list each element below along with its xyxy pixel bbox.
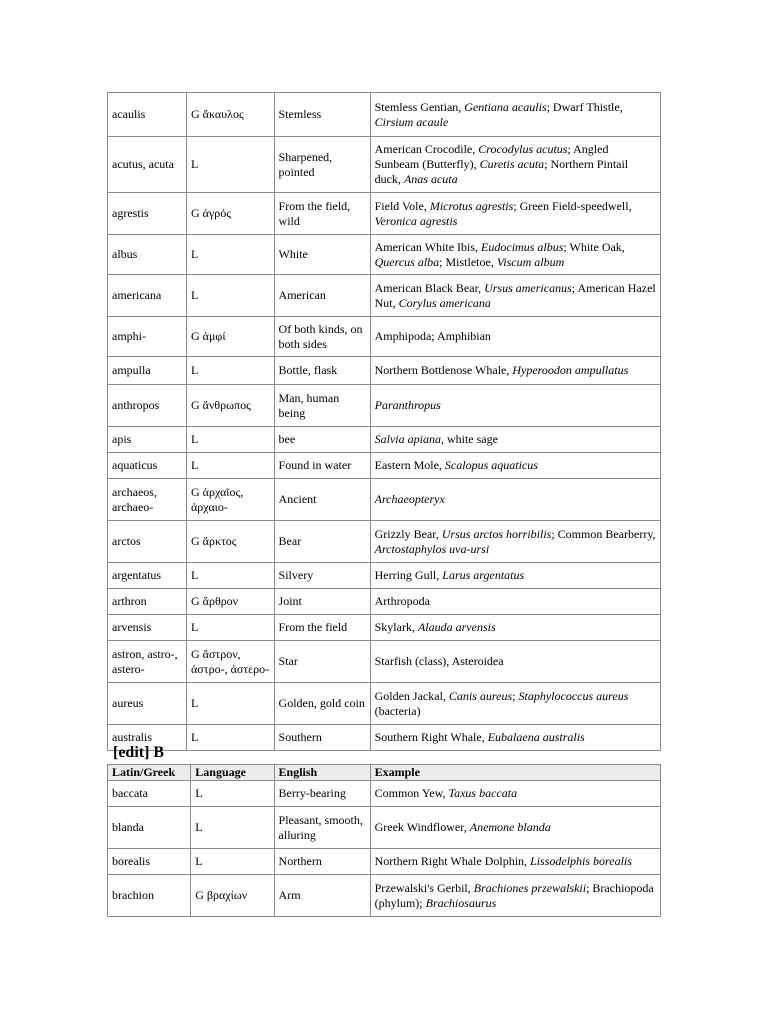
table-row bbox=[108, 453, 661, 479]
scientific-name: Salvia apiana bbox=[374, 432, 441, 446]
example-cell bbox=[370, 193, 660, 235]
english-cell: Ancient bbox=[274, 479, 370, 521]
example-text: Field Vole, bbox=[374, 198, 430, 213]
scientific-name: Archaeopteryx bbox=[374, 492, 445, 506]
example-cell bbox=[370, 93, 660, 137]
example-text: Amphipoda; Amphibian bbox=[374, 329, 491, 343]
table-row bbox=[108, 193, 661, 235]
term-cell: aquaticus bbox=[108, 453, 187, 479]
example-text: ; Common Bearberry, bbox=[551, 526, 656, 541]
example-text: American Crocodile, bbox=[374, 142, 479, 156]
example-cell bbox=[370, 453, 660, 479]
scientific-name: Scalopus aquaticus bbox=[444, 458, 538, 472]
example-text: Common Yew, bbox=[374, 786, 449, 800]
table-row bbox=[108, 589, 661, 615]
english-cell: Stemless bbox=[274, 93, 370, 137]
language-cell: L bbox=[191, 781, 274, 807]
scientific-name: Veronica agrestis bbox=[374, 213, 458, 228]
english-cell: Sharpened, pointed bbox=[274, 137, 370, 193]
term-cell: argentatus bbox=[108, 563, 187, 589]
language-cell: L bbox=[191, 849, 274, 875]
example-cell bbox=[370, 615, 660, 641]
table-row bbox=[108, 275, 661, 317]
language-cell: L bbox=[191, 807, 274, 849]
etymology-table-b bbox=[107, 764, 661, 917]
term-cell: apis bbox=[108, 427, 187, 453]
table-row bbox=[108, 563, 661, 589]
english-cell: Southern bbox=[274, 725, 370, 751]
example-cell bbox=[370, 683, 660, 725]
language-cell: L bbox=[187, 453, 275, 479]
english-cell: Found in water bbox=[274, 453, 370, 479]
english-cell: Northern bbox=[274, 849, 370, 875]
scientific-name: Curetis acuta bbox=[479, 157, 545, 171]
example-text: Stemless Gentian, bbox=[374, 99, 465, 114]
example-cell bbox=[370, 849, 660, 875]
header-example: Example bbox=[370, 765, 660, 781]
language-cell: L bbox=[187, 615, 275, 641]
example-cell bbox=[370, 235, 660, 275]
scientific-name: Brachiosaurus bbox=[425, 895, 497, 910]
english-cell: Arm bbox=[274, 875, 370, 917]
term-cell: acaulis bbox=[108, 93, 187, 137]
scientific-name: Ursus americanus bbox=[484, 280, 572, 295]
example-text: Eastern Mole, bbox=[374, 458, 445, 472]
example-text: Grizzly Bear, bbox=[374, 526, 442, 541]
language-cell: G ἄκαυλος bbox=[187, 93, 275, 137]
example-text: , white sage bbox=[440, 432, 498, 446]
scientific-name: Brachiones przewalskii bbox=[473, 880, 587, 895]
table-row bbox=[108, 725, 661, 751]
example-cell bbox=[370, 427, 660, 453]
table-b-body bbox=[108, 781, 661, 917]
scientific-name: Eubalaena australis bbox=[487, 730, 585, 744]
example-text: Golden Jackal, bbox=[374, 688, 449, 703]
language-cell: G βραχίων bbox=[191, 875, 274, 917]
table-a-body bbox=[108, 93, 661, 751]
language-cell: L bbox=[187, 235, 275, 275]
scientific-name: Quercus alba bbox=[374, 254, 440, 269]
table-row bbox=[108, 521, 661, 563]
english-cell: From the field bbox=[274, 615, 370, 641]
example-cell bbox=[370, 385, 660, 427]
term-cell: americana bbox=[108, 275, 187, 317]
example-cell bbox=[370, 781, 660, 807]
header-latin-greek: Latin/Greek bbox=[108, 765, 191, 781]
english-cell: White bbox=[274, 235, 370, 275]
table-row bbox=[108, 641, 661, 683]
language-cell: L bbox=[187, 683, 275, 725]
example-text: Skylark, bbox=[374, 620, 418, 634]
table-b-header-row bbox=[108, 765, 661, 781]
english-cell: Pleasant, smooth, alluring bbox=[274, 807, 370, 849]
example-text: Starfish (class), Asteroidea bbox=[374, 654, 504, 668]
table-row bbox=[108, 781, 661, 807]
language-cell: L bbox=[187, 725, 275, 751]
example-text: Southern Right Whale, bbox=[374, 730, 488, 744]
scientific-name: Corylus americana bbox=[398, 295, 491, 310]
scientific-name: Arctostaphylos uva-ursi bbox=[374, 541, 490, 556]
scientific-name: Canis aureus bbox=[448, 688, 513, 703]
english-cell: Golden, gold coin bbox=[274, 683, 370, 725]
table-row bbox=[108, 427, 661, 453]
language-cell: G ἄρθρον bbox=[187, 589, 275, 615]
scientific-name: Gentiana acaulis bbox=[464, 99, 547, 114]
language-cell: G ἀμφί bbox=[187, 317, 275, 357]
term-cell: archaeos, archaeo- bbox=[108, 479, 187, 521]
english-cell: Berry-bearing bbox=[274, 781, 370, 807]
example-cell bbox=[370, 137, 660, 193]
term-cell: agrestis bbox=[108, 193, 187, 235]
example-text: (bacteria) bbox=[374, 703, 421, 718]
example-cell bbox=[370, 641, 660, 683]
etymology-table-a bbox=[107, 92, 661, 751]
header-language: Language bbox=[191, 765, 274, 781]
example-text: Greek Windflower, bbox=[374, 820, 470, 834]
term-cell: amphi- bbox=[108, 317, 187, 357]
example-cell bbox=[370, 589, 660, 615]
table-row bbox=[108, 875, 661, 917]
table-row bbox=[108, 807, 661, 849]
example-text: ; White Oak, bbox=[563, 239, 625, 254]
scientific-name: Taxus baccata bbox=[448, 786, 518, 800]
header-english: English bbox=[274, 765, 370, 781]
term-cell: arctos bbox=[108, 521, 187, 563]
language-cell: G ἄστρον, ἀστρο-, ἀστερο- bbox=[187, 641, 275, 683]
english-cell: bee bbox=[274, 427, 370, 453]
scientific-name: Larus argentatus bbox=[442, 568, 525, 582]
example-cell bbox=[370, 807, 660, 849]
scientific-name: Crocodylus acutus bbox=[478, 142, 568, 156]
example-text: ; Northern Pintail duck, bbox=[374, 157, 629, 186]
scientific-name: Ursus arctos horribilis bbox=[441, 526, 552, 541]
example-text: Przewalski's Gerbil, bbox=[374, 880, 474, 895]
term-cell: anthropos bbox=[108, 385, 187, 427]
english-cell: Of both kinds, on both sides bbox=[274, 317, 370, 357]
term-cell: albus bbox=[108, 235, 187, 275]
table-row bbox=[108, 235, 661, 275]
example-cell bbox=[370, 563, 660, 589]
table-row bbox=[108, 683, 661, 725]
example-cell bbox=[370, 317, 660, 357]
term-cell: acutus, acuta bbox=[108, 137, 187, 193]
term-cell: australis bbox=[108, 725, 187, 751]
scientific-name: Eudocimus albus bbox=[481, 239, 564, 254]
english-cell: Bottle, flask bbox=[274, 357, 370, 385]
scientific-name: Hyperoodon ampullatus bbox=[512, 363, 629, 377]
language-cell: L bbox=[187, 137, 275, 193]
example-text: ; American Hazel Nut, bbox=[374, 280, 656, 310]
language-cell: L bbox=[187, 275, 275, 317]
example-cell bbox=[370, 875, 660, 917]
english-cell: Star bbox=[274, 641, 370, 683]
example-text: ; Mistletoe, bbox=[439, 254, 497, 269]
table-row bbox=[108, 615, 661, 641]
term-cell: borealis bbox=[108, 849, 191, 875]
english-cell: Silvery bbox=[274, 563, 370, 589]
term-cell: aureus bbox=[108, 683, 187, 725]
example-text: Northern Right Whale Dolphin, bbox=[374, 854, 531, 868]
term-cell: ampulla bbox=[108, 357, 187, 385]
example-text: ; bbox=[512, 688, 519, 703]
english-cell: Bear bbox=[274, 521, 370, 563]
table-row bbox=[108, 849, 661, 875]
example-text: American Black Bear, bbox=[374, 280, 485, 295]
example-text: Arthropoda bbox=[374, 594, 430, 608]
example-cell bbox=[370, 479, 660, 521]
english-cell: From the field, wild bbox=[274, 193, 370, 235]
term-cell: arvensis bbox=[108, 615, 187, 641]
example-cell bbox=[370, 521, 660, 563]
scientific-name: Anemone blanda bbox=[469, 820, 551, 834]
scientific-name: Cirsium acaule bbox=[374, 114, 449, 129]
example-text: ; Green Field-speedwell, bbox=[513, 198, 632, 213]
term-cell: brachion bbox=[108, 875, 191, 917]
scientific-name: Staphylococcus aureus bbox=[518, 688, 629, 703]
example-text: Northern Bottlenose Whale, bbox=[374, 363, 513, 377]
example-text: ; Angled Sunbeam (Butterfly), bbox=[374, 142, 609, 171]
example-cell bbox=[370, 275, 660, 317]
section-heading-b[interactable]: [edit] B bbox=[113, 744, 165, 761]
term-cell: baccata bbox=[108, 781, 191, 807]
language-cell: G ἀρχαῖος, ἀρχαιο- bbox=[187, 479, 275, 521]
example-text: ; Brachiopoda (phylum); bbox=[374, 880, 654, 910]
term-cell: astron, astro-, astero- bbox=[108, 641, 187, 683]
scientific-name: Paranthropus bbox=[374, 398, 441, 412]
example-cell bbox=[370, 725, 660, 751]
language-cell: G ἀγρός bbox=[187, 193, 275, 235]
example-text: Herring Gull, bbox=[374, 568, 443, 582]
example-cell bbox=[370, 357, 660, 385]
english-cell: American bbox=[274, 275, 370, 317]
english-cell: Man, human being bbox=[274, 385, 370, 427]
table-row bbox=[108, 317, 661, 357]
english-cell: Joint bbox=[274, 589, 370, 615]
language-cell: L bbox=[187, 427, 275, 453]
scientific-name: Anas acuta bbox=[403, 172, 458, 186]
table-row bbox=[108, 93, 661, 137]
scientific-name: Lissodelphis borealis bbox=[530, 854, 632, 868]
language-cell: L bbox=[187, 563, 275, 589]
term-cell: blanda bbox=[108, 807, 191, 849]
scientific-name: Alauda arvensis bbox=[417, 620, 496, 634]
table-row bbox=[108, 357, 661, 385]
table-row bbox=[108, 385, 661, 427]
scientific-name: Viscum album bbox=[496, 254, 565, 269]
scientific-name: Microtus agrestis bbox=[429, 198, 514, 213]
language-cell: G ἄρκτος bbox=[187, 521, 275, 563]
example-text: American White Ibis, bbox=[374, 239, 482, 254]
term-cell: arthron bbox=[108, 589, 187, 615]
table-row bbox=[108, 137, 661, 193]
language-cell: G ἄνθρωπος bbox=[187, 385, 275, 427]
example-text: ; Dwarf Thistle, bbox=[546, 99, 623, 114]
language-cell: L bbox=[187, 357, 275, 385]
table-row bbox=[108, 479, 661, 521]
